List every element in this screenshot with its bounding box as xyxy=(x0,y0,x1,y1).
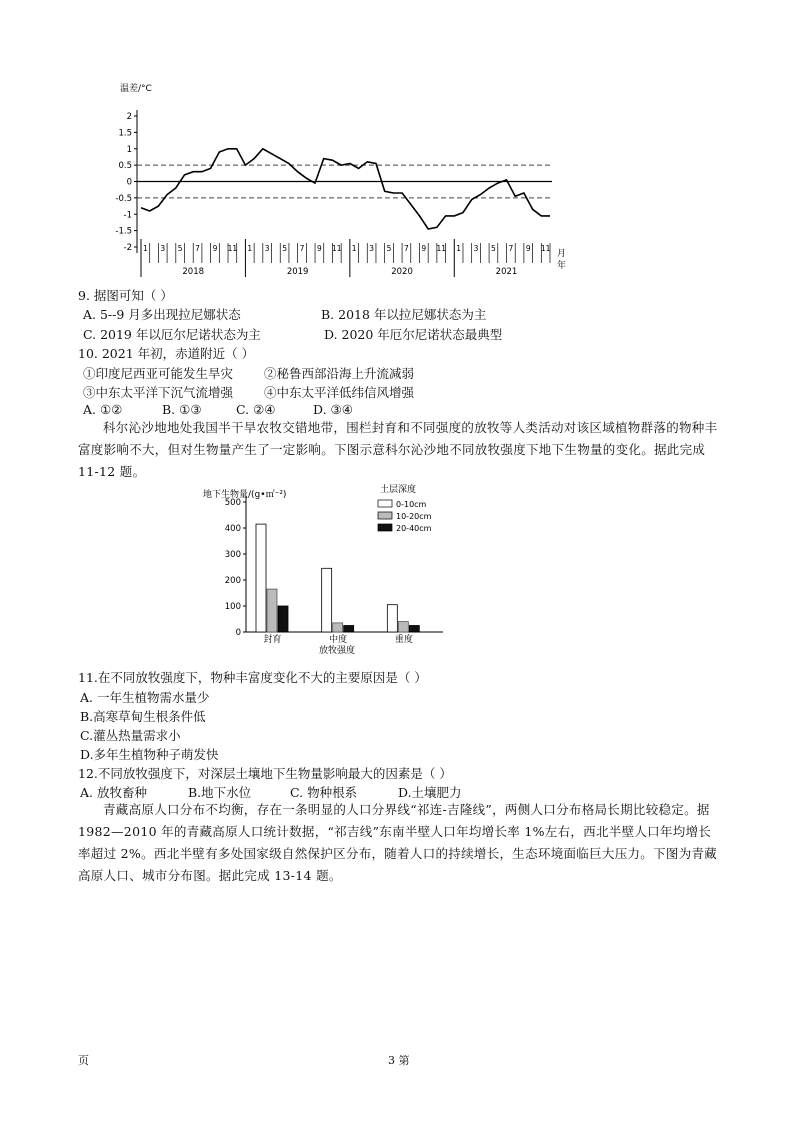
q10-option-c: C. ②④ xyxy=(236,402,276,417)
chart1-y-tick-label: 1 xyxy=(126,144,132,155)
footer-left: 页 xyxy=(78,1054,89,1067)
chart1-month-label: 1 xyxy=(351,244,357,253)
chart2-xlabel: 放牧强度 xyxy=(318,646,356,656)
q12-option-d: D.土壤肥力 xyxy=(398,785,462,800)
biomass-bar-chart xyxy=(200,480,460,660)
q11-option-c: C.灌丛热量需求小 xyxy=(80,728,181,743)
chart2-legend-swatch xyxy=(378,500,392,507)
q9-option-b: B. 2018 年以拉尼娜状态为主 xyxy=(321,307,487,322)
chart1-month-label: 7 xyxy=(404,244,409,253)
q12-option-b: B.地下水位 xyxy=(188,785,252,800)
chart1-year-label: 2018 xyxy=(182,267,205,277)
chart2-legend-swatch xyxy=(378,524,392,531)
chart2-bar xyxy=(409,626,419,633)
chart1-month-label: 11 xyxy=(436,244,446,253)
chart2-y-tick-label: 200 xyxy=(224,576,241,586)
q9-option-c: C. 2019 年以厄尔尼诺状态为主 xyxy=(83,327,261,342)
q10-option-a: A. ①② xyxy=(83,402,123,417)
chart2-bar xyxy=(267,589,277,632)
chart1-y-tick-label: 1.5 xyxy=(118,128,132,139)
q9-option-a: A. 5--9 月多出现拉尼娜状态 xyxy=(83,307,241,322)
chart1-month-label: 1 xyxy=(142,244,148,253)
chart1-month-label: 7 xyxy=(508,244,514,253)
chart1-year-label: 2021 xyxy=(495,267,518,277)
chart2-legend-label: 0-10cm xyxy=(396,500,427,509)
chart2-category-label: 中度 xyxy=(329,635,348,645)
q10-item-3: ③中东太平洋下沉气流增强 xyxy=(83,385,234,400)
temperature-anomaly-chart xyxy=(100,80,590,280)
chart2-ylabel: 地下生物量/(g•㎡⁻²) xyxy=(203,490,287,500)
chart1-y-tick-label: 2 xyxy=(126,112,132,122)
chart1-month-label: 1 xyxy=(247,244,253,253)
chart1-y-tick-label: -2 xyxy=(123,243,132,253)
q11-option-a: A. 一年生植物需水量少 xyxy=(80,690,210,705)
chart1-month-label: 5 xyxy=(491,244,496,253)
q10-item-2: ②秘鲁西部沿海上升流减弱 xyxy=(264,366,415,381)
chart2-legend-label: 10-20cm xyxy=(396,512,432,521)
chart1-year-label: 2019 xyxy=(286,267,309,277)
chart2-category-label: 重度 xyxy=(394,635,413,645)
q9-stem: 9. 据图可知（ ） xyxy=(78,288,173,303)
chart1-y-tick-label: 0 xyxy=(126,177,132,188)
chart1-y-tick-label: -1.5 xyxy=(115,226,132,237)
chart2-bar xyxy=(322,568,332,632)
chart1-month-label: 7 xyxy=(195,244,200,253)
chart1-series-line xyxy=(141,149,550,229)
chart2-bar xyxy=(333,623,343,632)
chart2-y-tick-label: 0 xyxy=(235,628,241,638)
chart2-y-tick-label: 400 xyxy=(224,524,241,534)
chart2-legend-swatch xyxy=(378,512,392,519)
chart1-xlabel-year: 年 xyxy=(557,261,567,271)
chart2-bar xyxy=(278,606,288,632)
q10-item-1: ①印度尼西亚可能发生旱灾 xyxy=(83,366,234,381)
chart1-month-label: 3 xyxy=(369,244,374,253)
chart2-legend-title: 土层深度 xyxy=(380,485,417,495)
q12-option-c: C. 物种根系 xyxy=(290,785,358,800)
chart2-y-tick-label: 500 xyxy=(224,498,241,508)
passage-horqin: 科尔沁沙地地处我国半干旱农牧交错地带，围栏封育和不同强度的放牧等人类活动对该区域植物群落的物种丰富度影响不大，但对生物量产生了一定影响。下图示意科尔沁沙地不同放牧强度下地下生物量的变化。据此完成 11-12 题。 xyxy=(78,420,718,479)
chart1-y-tick-label: 0.5 xyxy=(118,161,132,172)
chart1-month-label: 5 xyxy=(386,244,392,253)
chart1-month-label: 1 xyxy=(456,244,462,253)
chart2-y-tick-label: 300 xyxy=(224,550,241,560)
chart1-year-label: 2020 xyxy=(391,267,413,277)
chart2-bar xyxy=(344,626,354,633)
chart1-month-label: 7 xyxy=(299,244,305,253)
chart2-bar xyxy=(398,622,408,632)
chart1-month-label: 5 xyxy=(282,244,287,253)
chart1-month-label: 3 xyxy=(160,244,166,253)
chart1-month-label: 11 xyxy=(332,244,342,253)
q12-option-a: A. 放牧畜种 xyxy=(80,785,147,800)
chart1-month-label: 3 xyxy=(473,244,479,253)
passage-tibet: 青藏高原人口分布不均衡，存在一条明显的人口分界线“祁连-吉隆线”，两侧人口分布格局长期比较稳定。据 1982—2010 年的青藏高原人口统计数据，“祁吉线”东南半壁人口年均增长率 1%左右，西北半壁人口年均增长率超过 2%。西北半壁有多处国家级自然保护区分布，随着人口的持续增长，生态环境面临巨大压力。下图为青藏高原人口、城市分布图。据此完成 13-14 题。 xyxy=(78,802,718,883)
chart1-month-label: 5 xyxy=(177,244,183,253)
q9-option-d: D. 2020 年厄尔尼诺状态最典型 xyxy=(324,327,503,342)
chart1-month-label: 9 xyxy=(525,244,531,253)
chart1-y-tick-label: -0.5 xyxy=(115,193,132,204)
chart1-month-label: 9 xyxy=(212,244,218,253)
q10-option-d: D. ③④ xyxy=(313,402,353,417)
page-number: 3 第 xyxy=(388,1054,410,1067)
chart2-legend-label: 20-40cm xyxy=(396,524,432,533)
chart2-category-label: 封育 xyxy=(263,635,282,645)
chart1-xlabel-month: 月 xyxy=(557,249,567,259)
chart1-month-label: 9 xyxy=(421,244,427,253)
q10-item-4: ④中东太平洋低纬信风增强 xyxy=(264,385,415,400)
chart2-bar xyxy=(256,524,266,632)
chart1-month-label: 9 xyxy=(317,244,322,253)
chart1-month-label: 3 xyxy=(264,244,270,253)
q12-stem: 12.不同放牧强度下，对深层土壤地下生物量影响最大的因素是（ ） xyxy=(78,766,452,781)
chart2-y-tick-label: 100 xyxy=(224,602,241,612)
chart1-month-label: 11 xyxy=(227,244,238,253)
q11-option-d: D.多年生植物种子萌发快 xyxy=(80,747,219,762)
chart2-bar xyxy=(387,605,397,632)
q11-option-b: B.高寒草甸生根条件低 xyxy=(80,709,206,724)
q10-option-b: B. ①③ xyxy=(162,402,202,417)
q10-stem: 10. 2021 年初，赤道附近（ ） xyxy=(78,346,255,361)
q11-stem: 11.在不同放牧强度下，物种丰富度变化不大的主要原因是（ ） xyxy=(78,670,427,685)
chart1-y-tick-label: -1 xyxy=(123,210,132,221)
chart1-month-label: 11 xyxy=(540,244,551,253)
chart1-ylabel: 温差/°C xyxy=(120,84,152,94)
